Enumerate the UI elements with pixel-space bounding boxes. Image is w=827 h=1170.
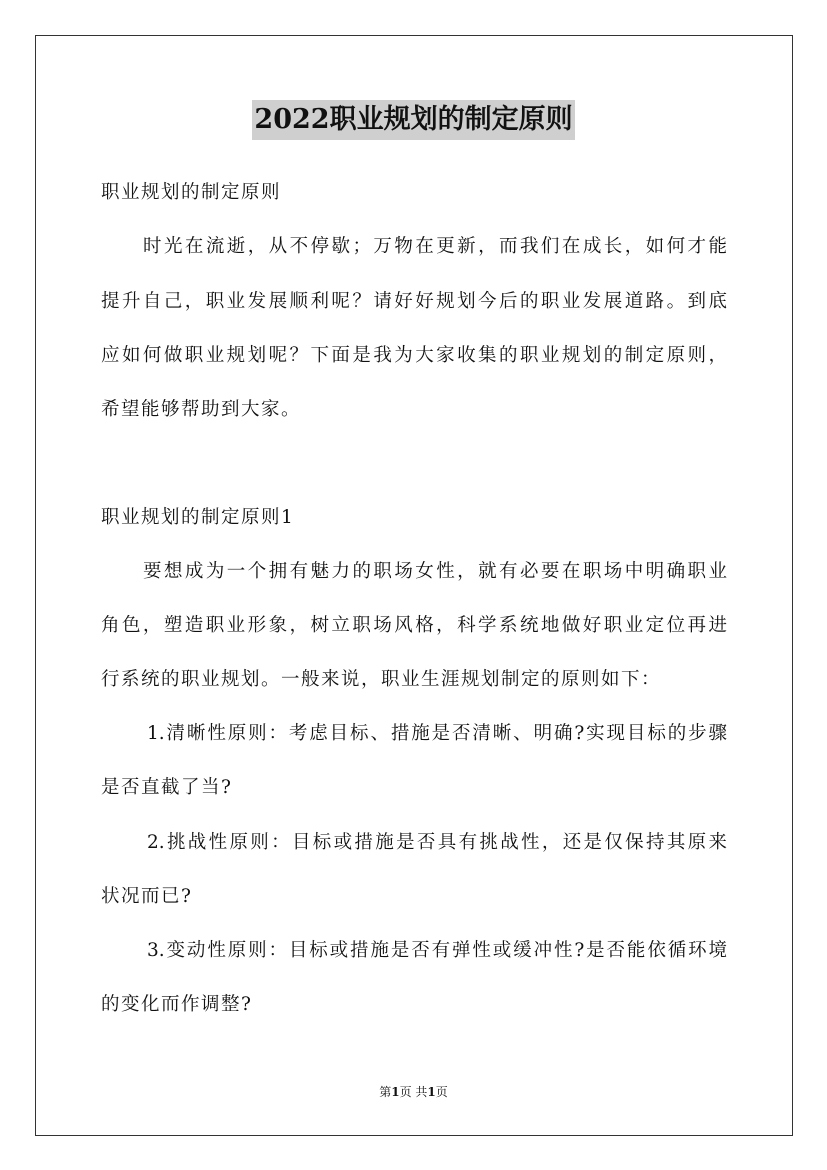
paragraph-line: 角色，塑造职业形象，树立职场风格，科学系统地做好职业定位再进 [101,615,727,636]
intro-line: 应如何做职业规划呢？下面是我为大家收集的职业规划的制定原则， [101,345,727,366]
list-item-line: 2.挑战性原则：目标或措施是否具有挑战性，还是仅保持其原来 [147,832,727,853]
paragraph-line: 要想成为一个拥有魅力的职场女性，就有必要在职场中明确职业 [143,561,727,582]
list-item-line: 3.变动性原则：目标或措施是否有弹性或缓冲性?是否能依循环境 [147,940,727,961]
intro-line: 时光在流逝，从不停歇；万物在更新，而我们在成长，如何才能 [143,236,727,257]
section-heading: 职业规划的制定原则1 [101,507,295,528]
page-number: 1 [391,1085,400,1099]
list-item-line: 是否直截了当? [101,777,233,798]
list-item-line: 1.清晰性原则：考虑目标、措施是否清晰、明确?实现目标的步骤 [147,723,727,744]
intro-line: 提升自己，职业发展顺利呢？请好好规划今后的职业发展道路。到底 [101,291,727,312]
page-prefix: 第 [379,1085,392,1099]
list-item-line: 的变化而作调整? [101,994,253,1015]
page-footer [0,1083,827,1101]
page-total: 1 [427,1085,436,1099]
section-heading: 职业规划的制定原则 [101,182,282,203]
paragraph-line: 行系统的职业规划。一般来说，职业生涯规划制定的原则如下： [101,669,662,690]
intro-line: 希望能够帮助到大家。 [101,399,302,420]
list-item-line: 状况而已? [101,886,193,907]
page-mid: 页 共 [399,1085,428,1099]
page-suffix: 页 [435,1085,448,1099]
document-title: 2022职业规划的制定原则 [252,100,574,140]
document-title-wrap [0,100,827,140]
